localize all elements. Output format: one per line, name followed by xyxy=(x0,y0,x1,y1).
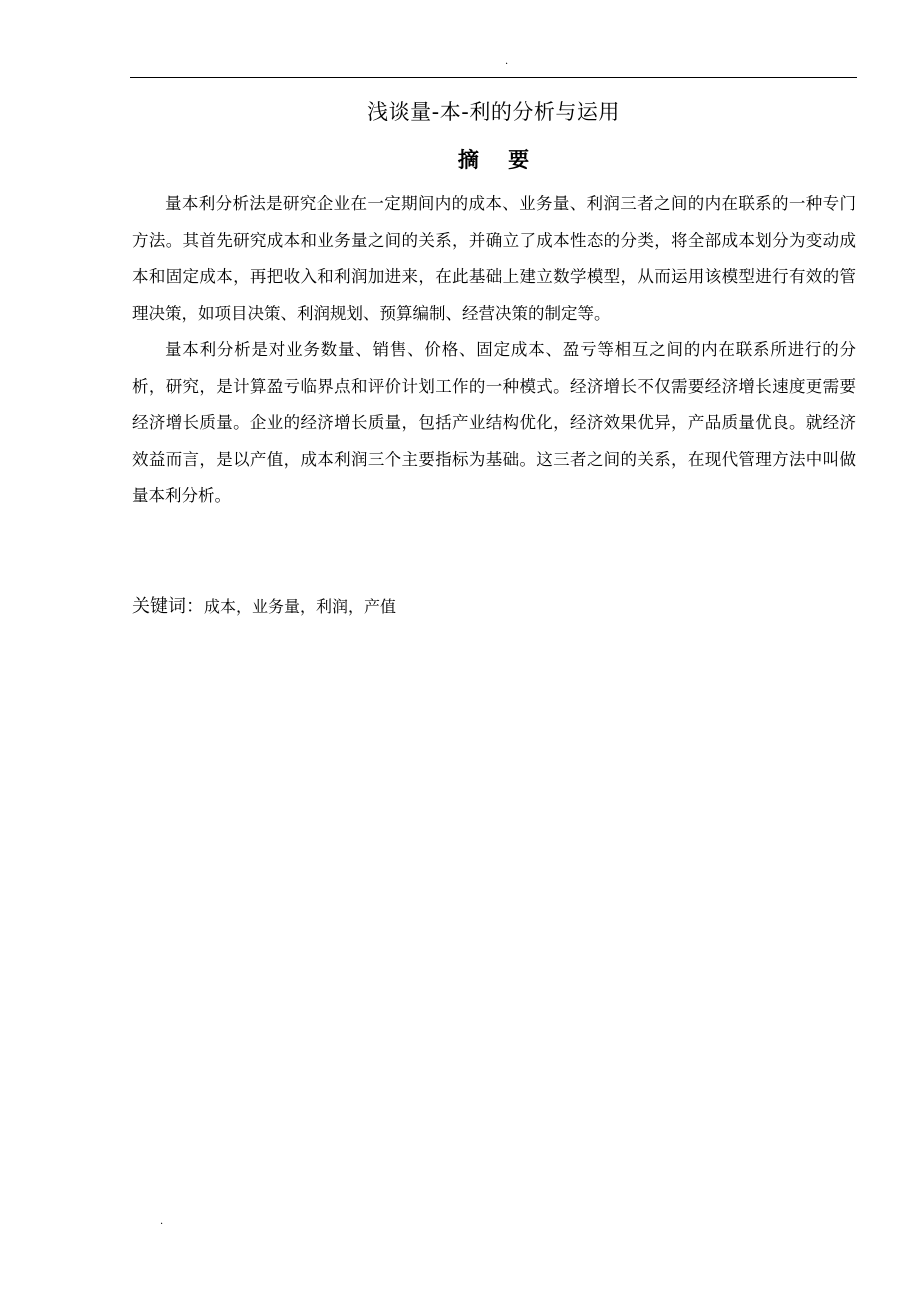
keywords-line xyxy=(132,591,856,623)
abstract-paragraph-2: 量本利分析是对业务数量、销售、价格、固定成本、盈亏等相互之间的内在联系所进行的分析，研究，是计算盈亏临界点和评价计划工作的一种模式。经济增长不仅需要经济增长速度更需要经济增长质量。企业的经济增长质量，包括产业结构优化，经济效果优异，产品质量优良。就经济效益而言，是以产值，成本利润三个主要指标为基础。这三者之间的关系，在现代管理方法中叫做量本利分析。 xyxy=(132,340,856,505)
keywords-label: 关键词： xyxy=(132,596,204,617)
footer-mark: . xyxy=(160,1216,164,1227)
abstract-heading: 摘 要 xyxy=(457,148,530,172)
header-mark: . xyxy=(505,56,509,67)
header-rule xyxy=(130,77,857,78)
abstract-body xyxy=(132,186,856,515)
keywords-text: 成本，业务量，利润，产值 xyxy=(204,597,397,616)
document-title: 浅谈量-本-利的分析与运用 xyxy=(367,100,620,124)
abstract-paragraph-1: 量本利分析法是研究企业在一定期间内的成本、业务量、利润三者之间的内在联系的一种专门方法。其首先研究成本和业务量之间的关系，并确立了成本性态的分类，将全部成本划分为变动成本和固定成本，再把收入和利润加进来，在此基础上建立数学模型，从而运用该模型进行有效的管理决策，如项目决策、利润规划、预算编制、经营决策的制定等。 xyxy=(132,194,856,323)
